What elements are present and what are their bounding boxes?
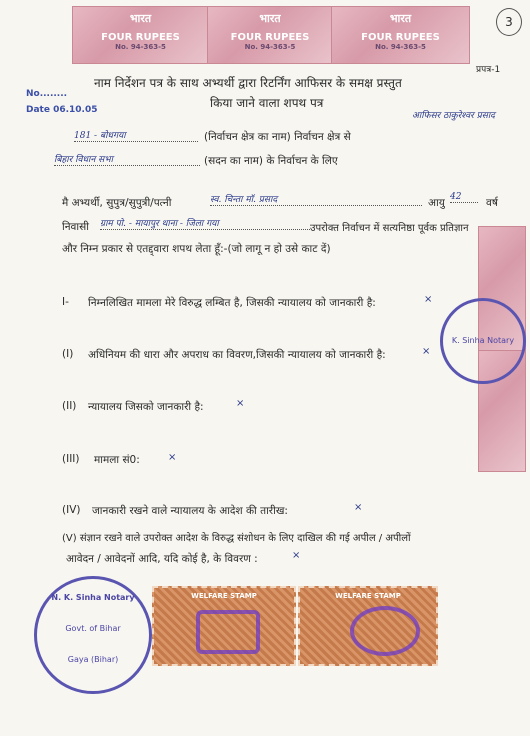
father-name-value: स्व. चिन्ता मॉ. प्रसाद xyxy=(210,192,422,206)
cancel-seal-1 xyxy=(196,610,260,654)
page-number xyxy=(496,8,522,36)
candidate-label: मै अभ्यर्थी, सुपुत्र/सुपुत्री/पत्नी xyxy=(62,197,172,209)
stamp-value: FOUR RUPEES xyxy=(361,32,440,43)
oath-text: और निम्न प्रकार से एतद्द्वारा शपथ लेता हूँ:-(जो लागू न हो उसे काट दें) xyxy=(62,243,331,255)
item-3-text: न्यायालय जिसको जानकारी है: xyxy=(88,401,204,413)
item-2-num: (I) xyxy=(62,348,74,360)
stamp-value: FOUR RUPEES xyxy=(230,32,310,43)
page-title: नाम निर्देशन पत्र के साथ अभ्यर्थी द्वारा रिटर्निंग आफिसर के समक्ष प्रस्तुत xyxy=(94,76,402,90)
item-6-line2: आवेदन / आवेदनों आदि, यदि कोई है, के विवरण : xyxy=(66,553,258,565)
item-4-num: (III) xyxy=(62,453,80,465)
revenue-stamp-1 xyxy=(72,6,209,64)
welfare-stamp-2 xyxy=(298,586,438,666)
item-2-text: अधिनियम की धारा और अपराध का विवरण,जिसकी न्यायालय को जानकारी है: xyxy=(88,349,386,361)
item-6-line1: (V) संज्ञान रखने वाले उपरोक्त आदेश के विरुद्ध संशोधन के लिए दाखिल की गई अपील / अपीलों xyxy=(62,533,411,544)
handwritten-name-top: आफिसर ठाकुरेश्वर प्रसाद xyxy=(412,111,495,121)
notary-seal-right xyxy=(440,298,526,384)
date-stamp-no: No........ xyxy=(26,89,68,99)
revenue-stamp-3 xyxy=(331,6,470,64)
house-label: (सदन का नाम) के निर्वाचन के लिए xyxy=(204,155,338,167)
years-label: वर्ष xyxy=(486,197,498,209)
item-1-num: I- xyxy=(62,296,69,308)
item-3-mark: × xyxy=(236,398,245,409)
welfare-stamp-label: WELFARE STAMP xyxy=(191,592,257,600)
age-label: आयु xyxy=(428,197,445,209)
stamp-serial: No. 94-363-5 xyxy=(375,43,426,51)
address-value: ग्राम पो. - मायापुर थाना - जिला गया xyxy=(100,216,310,230)
notary-seal-bottom xyxy=(34,576,152,694)
stamp-header: भारत xyxy=(389,12,412,25)
item-6-mark: × xyxy=(292,550,301,561)
date-stamp-date: Date 06.10.05 xyxy=(26,105,98,115)
item-5-text: जानकारी रखने वाले न्यायालय के आदेश की तारीख: xyxy=(92,505,288,517)
notary-seal-name: N. K. Sinha Notary xyxy=(51,593,135,602)
cancel-seal-2 xyxy=(350,606,420,656)
stamp-value: FOUR RUPEES xyxy=(101,32,180,43)
item-2-mark: × xyxy=(422,346,431,357)
revenue-stamp-2 xyxy=(207,6,333,64)
notary-seal-place: Govt. of Bihar xyxy=(65,624,121,633)
date-stamp xyxy=(26,86,98,118)
item-3-num: (II) xyxy=(62,400,77,412)
stamp-serial: No. 94-363-5 xyxy=(115,43,166,51)
item-1-mark: × xyxy=(424,294,433,305)
resident-label: निवासी xyxy=(62,221,89,233)
item-5-mark: × xyxy=(354,502,363,513)
item-4-text: मामला सं0: xyxy=(94,454,140,466)
house-value: बिहार विधान सभा xyxy=(54,152,200,166)
age-value: 42 xyxy=(450,192,478,203)
page-number-text: 3 xyxy=(505,15,513,29)
welfare-stamp-label: WELFARE STAMP xyxy=(335,592,401,600)
welfare-stamp-1 xyxy=(152,586,296,666)
item-1-text: निम्नलिखित मामला मेरे विरुद्ध लम्बित है, जिसकी न्यायालय को जानकारी है: xyxy=(88,297,376,309)
constituency-label: (निर्वाचन क्षेत्र का नाम) निर्वाचन क्षेत्र से xyxy=(204,131,351,143)
item-5-num: (IV) xyxy=(62,504,81,516)
stamp-header: भारत xyxy=(259,12,281,25)
notary-seal-extra: Gaya (Bihar) xyxy=(67,655,119,664)
page-subtitle: किया जाने वाला शपथ पत्र xyxy=(210,96,324,110)
form-label: प्रपत्र-1 xyxy=(476,65,501,75)
notary-seal-right-text: K. Sinha Notary xyxy=(451,336,515,345)
item-4-mark: × xyxy=(168,452,177,463)
purpose-text: उपरोक्त निर्वाचन में सत्यनिष्ठा पूर्वक प्रतिज्ञान xyxy=(310,223,469,234)
constituency-value: 181 - बोधगया xyxy=(74,128,198,142)
stamp-header: भारत xyxy=(129,12,152,25)
stamp-serial: No. 94-363-5 xyxy=(244,43,296,51)
